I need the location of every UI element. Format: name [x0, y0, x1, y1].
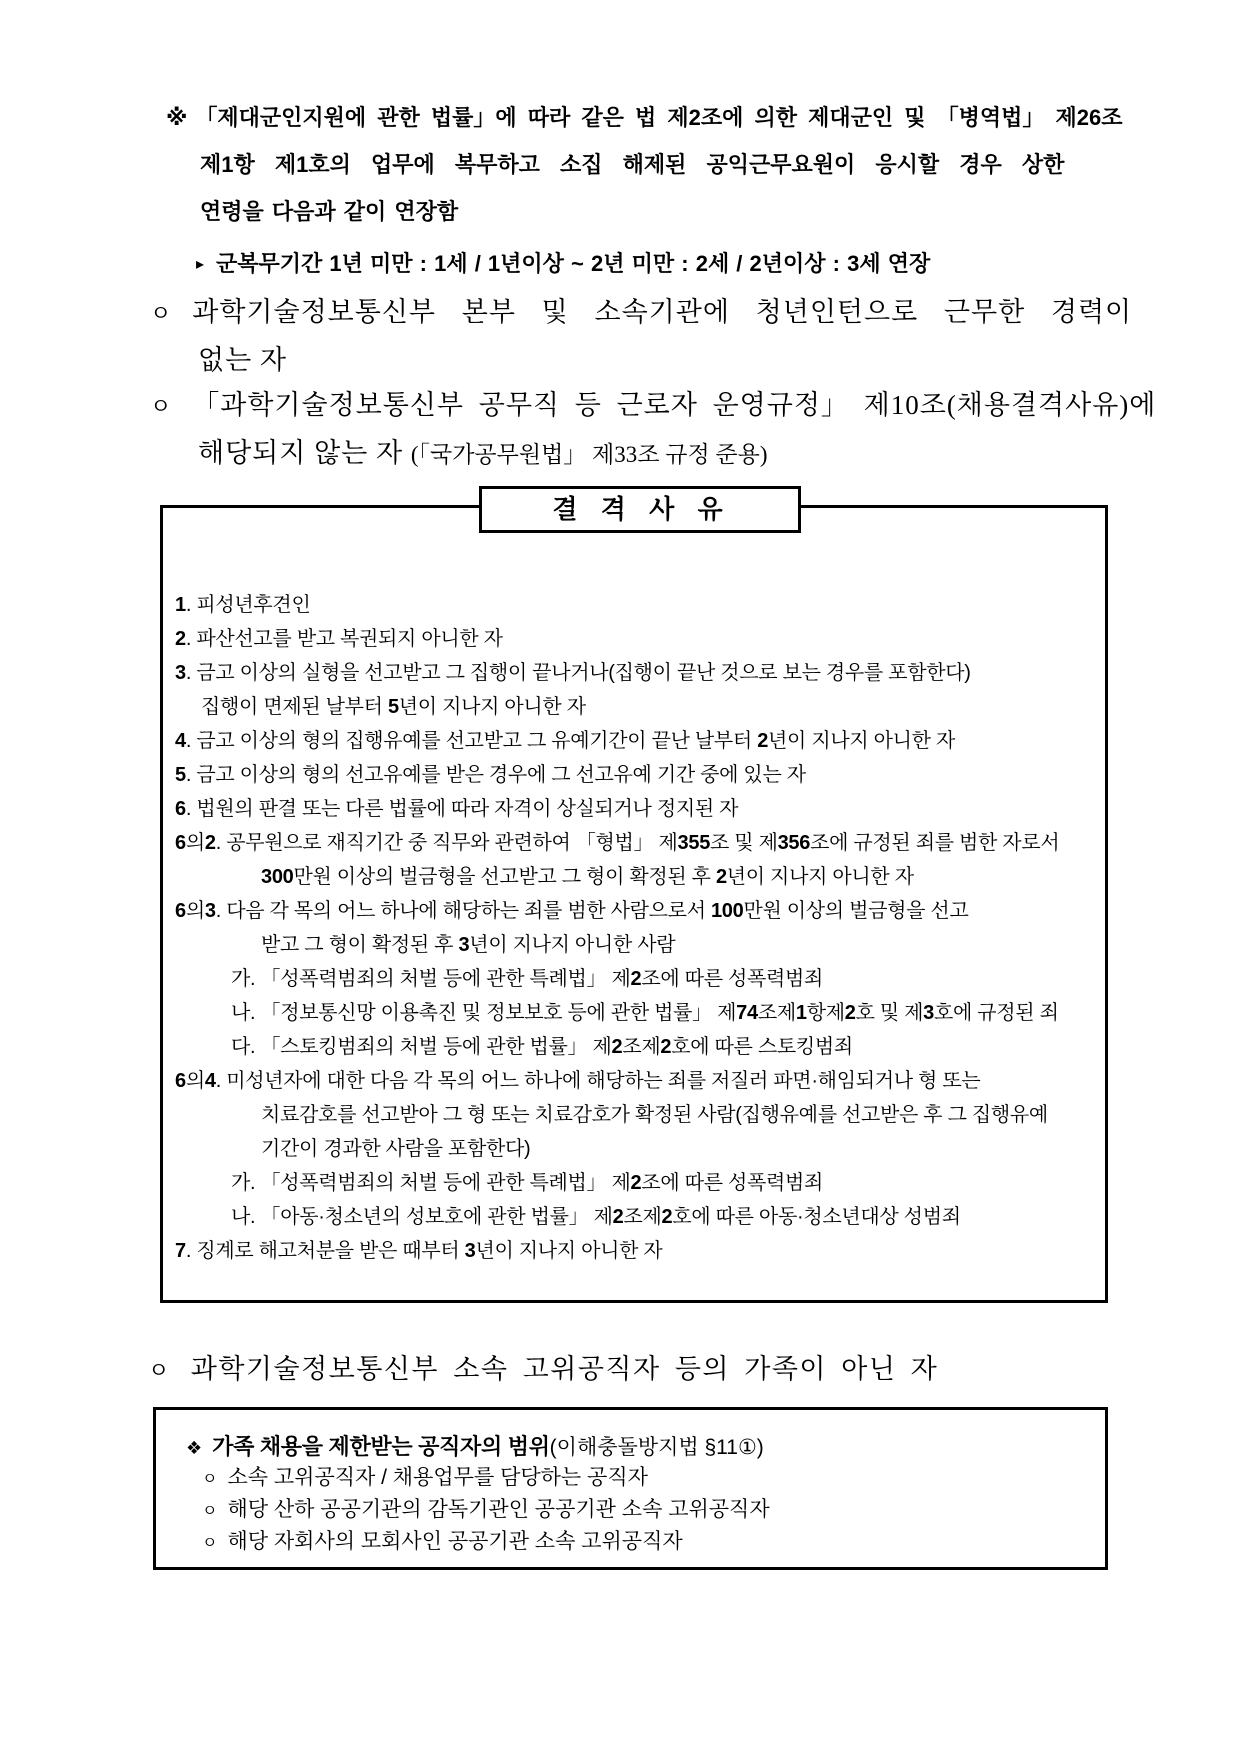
disqualification-line: 6. 법원의 판결 또는 다른 법률에 따라 자격이 상실되거나 정지된 자 — [175, 798, 739, 820]
bullet-text: 과학기술정보통신부 소속 고위공직자 등의 가족이 아닌 자 — [190, 1354, 939, 1384]
disqualification-line: 6의2. 공무원으로 재직기간 중 직무와 관련하여 「형법」 제355조 및 제356조에 규정된 죄를 범한 자로서 — [175, 832, 1060, 854]
bullet-text: 해당되지 않는 자 — [198, 438, 411, 468]
bullet-line — [198, 430, 1188, 478]
bullet-no-intern-experience — [150, 289, 1188, 384]
triangle-bullet-icon: ▸ — [196, 256, 205, 273]
family-box-item-text: 해당 자회사의 모회사인 공공기관 소속 고위공직자 — [227, 1530, 683, 1553]
circle-bullet-icon: ㅇ — [202, 1471, 218, 1488]
bullet-line — [150, 382, 1188, 430]
note-text: 「제대군인지원에 관한 법률」에 따라 같은 법 제2조에 의한 제대군인 및 「병역법」 제26조 — [195, 105, 1123, 130]
bullet-line — [150, 289, 1188, 337]
circle-bullet-icon: ㅇ — [148, 1358, 171, 1383]
disqualification-line: 6의4. 미성년자에 대한 다음 각 목의 어느 하나에 해당하는 죄를 저질러 파면·해임되거나 형 또는 — [175, 1070, 981, 1092]
disqualification-line: 나. 「아동·청소년의 성보호에 관한 법률」 제2조제2호에 따른 아동·청소년대상 성범죄 — [231, 1206, 961, 1228]
bullet-not-disqualified — [150, 382, 1188, 478]
bullet-text: 「과학기술정보통신부 공무직 등 근로자 운영규정」 제10조(채용결격사유)에 — [192, 390, 1157, 420]
family-box-title-rest: (이해충돌방지법 §11①) — [549, 1436, 764, 1459]
note-sub-bullet — [196, 240, 930, 288]
disqualification-line: 1. 피성년후견인 — [175, 594, 311, 616]
disqualification-line: 다. 「스토킹범죄의 처벌 등에 관한 법률」 제2조제2호에 따른 스토킹범죄 — [231, 1036, 853, 1058]
circle-bullet-icon: ㅇ — [202, 1503, 218, 1520]
family-box-item — [186, 1495, 1105, 1527]
reference-mark: ※ — [166, 105, 188, 130]
disqualification-box — [160, 505, 1108, 1303]
note-line: 제1항 제1호의 업무에 복무하고 소집 해제된 공익근무요원이 응시할 경우 상한 — [200, 152, 1065, 177]
disqualification-line: 가. 「성폭력범죄의 처벌 등에 관한 특례법」 제2조에 따른 성폭력범죄 — [231, 1172, 824, 1194]
family-box-item-text: 해당 산하 공공기관의 감독기관인 공공기관 소속 고위공직자 — [227, 1498, 770, 1521]
disqualification-line: 4. 금고 이상의 형의 집행유예를 선고받고 그 유예기간이 끝난 날부터 2년이 지나지 아니한 자 — [175, 730, 955, 752]
family-box-title-line — [186, 1432, 1105, 1463]
circle-bullet-icon: ㅇ — [150, 394, 173, 419]
disqualification-line: 6의3. 다음 각 목의 어느 하나에 해당하는 죄를 범한 사람으로서 100만원 이상의 벌금형을 선고 — [175, 900, 969, 922]
disqualification-line: 3. 금고 이상의 실형을 선고받고 그 집행이 끝나거나(집행이 끝난 것으로 보는 경우를 포함한다) — [175, 662, 971, 684]
family-box-title-bold: 가족 채용을 제한받는 공직자의 범위 — [212, 1434, 550, 1459]
disqualification-line: 2. 파산선고를 받고 복권되지 아니한 자 — [175, 628, 503, 650]
note-line: 연령을 다음과 같이 연장함 — [200, 199, 459, 224]
disqualification-box-title: 결 격 사 유 — [479, 486, 801, 533]
disqualification-line: 나. 「정보통신망 이용촉진 및 정보보호 등에 관한 법률」 제74조제1항제2호 및 제3호에 규정된 죄 — [231, 1002, 1059, 1024]
family-box-item — [186, 1463, 1105, 1495]
family-box-items — [186, 1463, 1105, 1559]
bullet-text-parenthetical: (「국가공무원법」 제33조 규정 준용) — [410, 442, 768, 467]
diamond-bullet-icon: ❖ — [186, 1438, 203, 1458]
circle-bullet-icon: ㅇ — [202, 1535, 218, 1552]
disqualification-line: 집행이 면제된 날부터 5년이 지나지 아니한 자 — [201, 696, 586, 718]
disqualification-line: 5. 금고 이상의 형의 선고유예를 받은 경우에 그 선고유예 기간 중에 있는 자 — [175, 764, 806, 786]
sub-bullet-text: 군복무기간 1년 미만 : 1세 / 1년이상 ~ 2년 미만 : 2세 / 2년이상 : 3세 연장 — [216, 251, 931, 276]
note-section — [166, 94, 1165, 235]
disqualification-line: 치료감호를 선고받아 그 형 또는 치료감호가 확정된 사람(집행유예를 선고받은 후 그 집행유예 — [261, 1104, 1048, 1126]
bullet-line: 없는 자 — [198, 345, 287, 375]
family-restriction-content — [156, 1410, 1105, 1559]
family-box-item — [186, 1527, 1105, 1559]
disqualification-lines — [163, 508, 1105, 1268]
note-line — [166, 94, 1165, 141]
disqualification-line: 가. 「성폭력범죄의 처벌 등에 관한 특례법」 제2조에 따른 성폭력범죄 — [231, 968, 824, 990]
disqualification-line: 받고 그 형이 확정된 후 3년이 지나지 아니한 사람 — [261, 934, 676, 956]
bullet-not-family-of-official — [148, 1346, 938, 1394]
disqualification-line: 기간이 경과한 사람을 포함한다) — [261, 1138, 531, 1160]
family-box-item-text: 소속 고위공직자 / 채용업무를 담당하는 공직자 — [227, 1466, 648, 1489]
circle-bullet-icon: ㅇ — [150, 301, 173, 326]
family-restriction-box — [153, 1407, 1108, 1570]
bullet-text: 과학기술정보통신부 본부 및 소속기관에 청년인턴으로 근무한 경력이 — [192, 297, 1133, 327]
disqualification-line: 7. 징계로 해고처분을 받은 때부터 3년이 지나지 아니한 자 — [175, 1240, 663, 1262]
disqualification-line: 300만원 이상의 벌금형을 선고받고 그 형이 확정된 후 2년이 지나지 아니한 자 — [261, 866, 914, 888]
